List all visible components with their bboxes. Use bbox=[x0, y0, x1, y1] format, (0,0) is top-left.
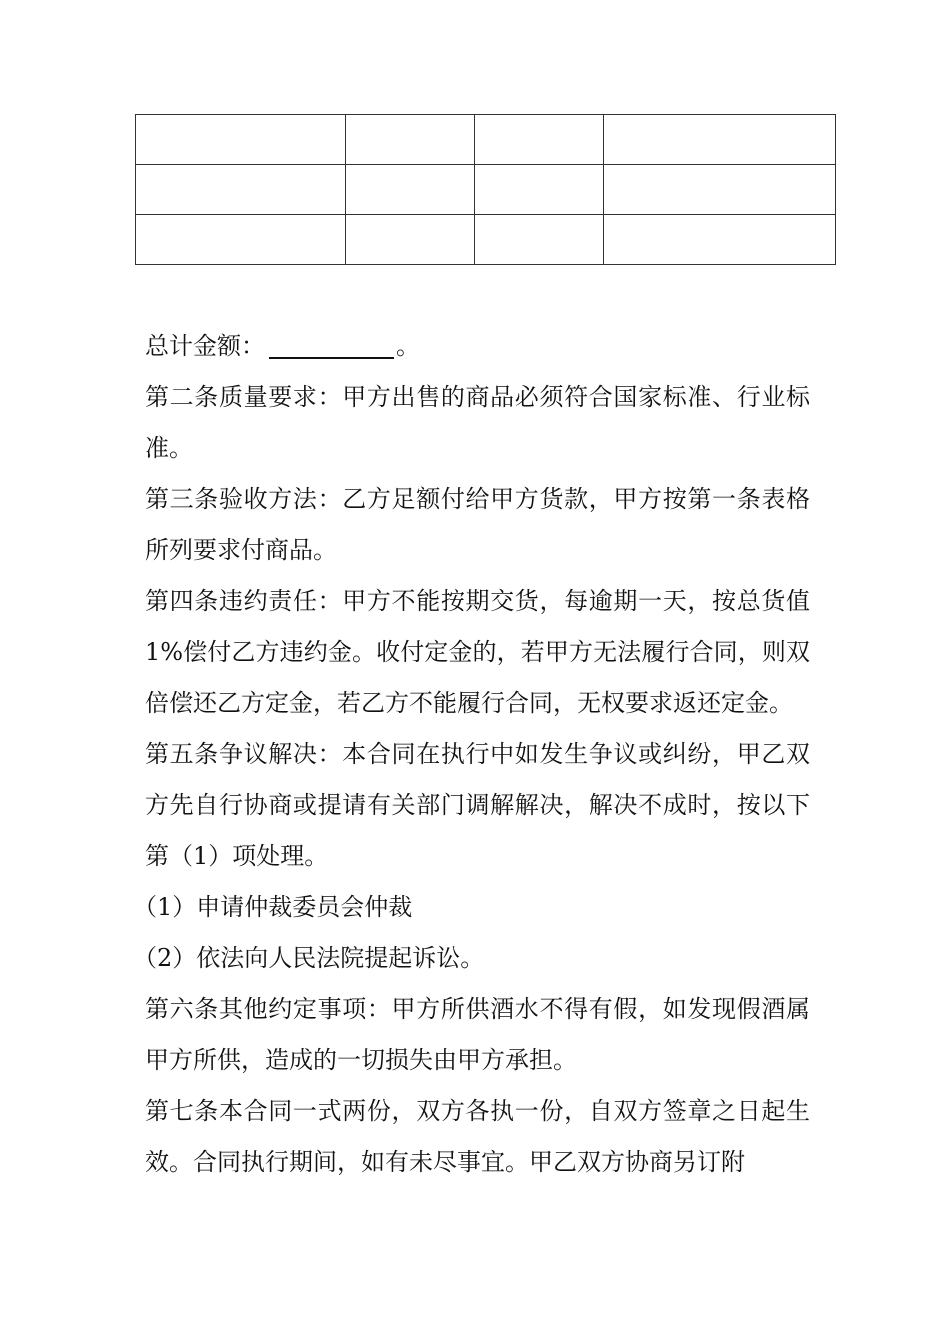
table-cell bbox=[475, 165, 604, 215]
table-cell bbox=[346, 165, 475, 215]
total-amount-label: 总计金额： bbox=[145, 332, 265, 360]
table-cell bbox=[475, 215, 604, 265]
table-cell bbox=[475, 115, 604, 165]
clause-other: 第六条其他约定事项：甲方所供酒水不得有假，如发现假酒属甲方所供，造成的一切损失由甲方承担。 bbox=[145, 995, 810, 1074]
table-cell bbox=[136, 215, 346, 265]
total-amount-line bbox=[145, 321, 810, 372]
clause-acceptance: 第三条验收方法：乙方足额付给甲方货款，甲方按第一条表格所列要求付商品。 bbox=[145, 485, 810, 564]
table-row bbox=[136, 165, 836, 215]
table-cell bbox=[346, 115, 475, 165]
clause-copies: 第七条本合同一式两份，双方各执一份，自双方签章之日起生效。合同执行期间，如有未尽事宜。甲乙双方协商另订附 bbox=[145, 1097, 810, 1176]
dispute-option-litigation: （2）依法向人民法院提起诉讼。 bbox=[133, 944, 485, 972]
table-cell bbox=[604, 215, 836, 265]
table-row bbox=[136, 115, 836, 165]
dispute-option-arbitration: （1）申请仲裁委员会仲裁 bbox=[133, 893, 413, 921]
contract-body bbox=[133, 321, 810, 1188]
table-cell bbox=[136, 165, 346, 215]
clause-liability: 第四条违约责任：甲方不能按期交货，每逾期一天，按总货值 1%偿付乙方违约金。收付定金的，若甲方无法履行合同，则双倍偿还乙方定金，若乙方不能履行合同，无权要求返还定金。 bbox=[145, 587, 810, 717]
total-amount-blank bbox=[269, 333, 394, 359]
clause-dispute: 第五条争议解决：本合同在执行中如发生争议或纠纷，甲乙双方先自行协商或提请有关部门调解解决，解决不成时，按以下第（1）项处理。 bbox=[145, 740, 810, 870]
table-cell bbox=[604, 115, 836, 165]
total-amount-end: 。 bbox=[396, 332, 420, 360]
goods-table bbox=[135, 114, 836, 265]
clause-quality: 第二条质量要求：甲方出售的商品必须符合国家标准、行业标准。 bbox=[145, 383, 810, 462]
table-cell bbox=[136, 115, 346, 165]
table-row bbox=[136, 215, 836, 265]
table-cell bbox=[346, 215, 475, 265]
table-cell bbox=[604, 165, 836, 215]
